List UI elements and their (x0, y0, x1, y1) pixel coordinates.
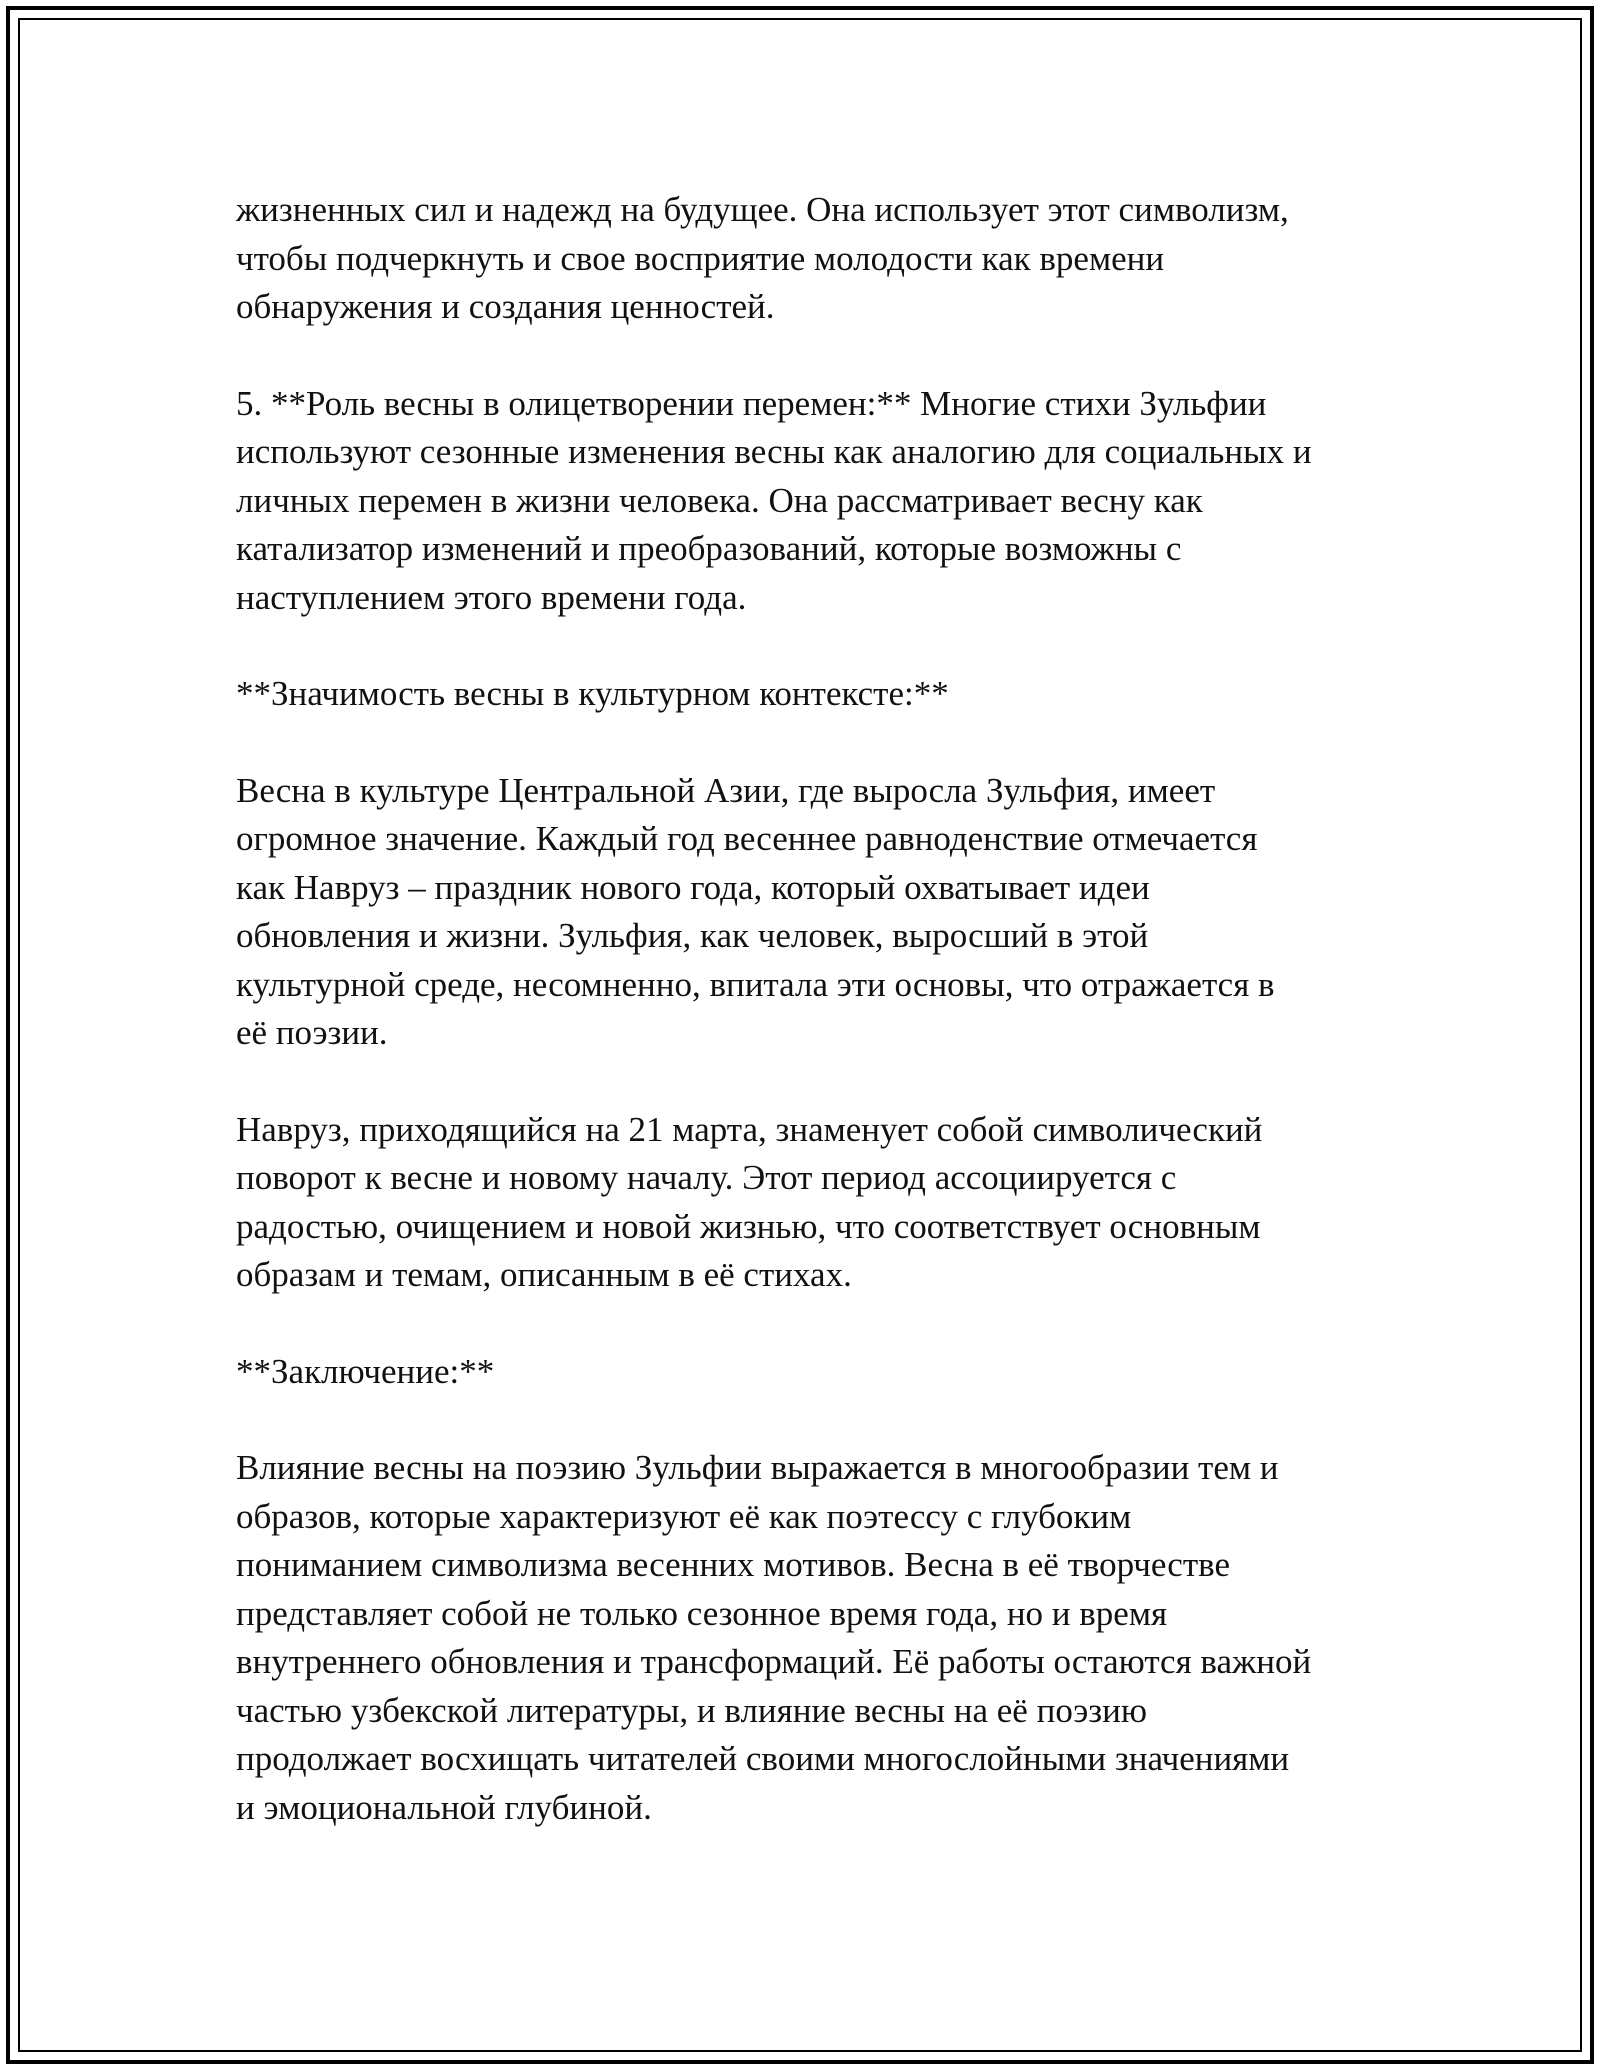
section-heading-cultural-context: **Значимость весны в культурном контексте:** (236, 674, 949, 713)
document-body (236, 186, 1386, 1880)
paragraph-role-of-spring: 5. **Роль весны в олицетворении перемен:** Многие стихи Зульфии используют сезонные изменения весны как аналогию для социальных и личных перемен в жизни человека. Она рассматривает весну как катализатор изменений и преобразований, которые возможны с наступлением этого времени года. (236, 383, 1312, 617)
paragraph-symbolism-continuation: жизненных сил и надежд на будущее. Она использует этот символизм, чтобы подчеркнуть и свое восприятие молодости как времени обнаружения и создания ценностей. (236, 190, 1289, 326)
paragraph-navruz: Навруз, приходящийся на 21 марта, знаменует собой символический поворот к весне и новому началу. Этот период ассоциируется с радостью, очищением и новой жизнью, что соответствует основным образам и темам, описанным в её стихах. (236, 1109, 1263, 1294)
section-heading-conclusion: **Заключение:** (236, 1351, 495, 1391)
paragraph-conclusion: Влияние весны на поэзию Зульфии выражается в многообразии тем и образов, которые характеризуют её как поэтессу с глубоким пониманием символизма весенних мотивов. Весна в её творчестве представляет собой не только сезонное время года, но и время внутреннего обновления и трансформаций. Её работы остаются важной частью узбекской литературы, и влияние весны на её поэзию продолжает восхищать читателей своими многослойными значениями и эмоциональной глубиной. (236, 1448, 1312, 1827)
paragraph-central-asia-culture: Весна в культуре Центральной Азии, где выросла Зульфия, имеет огромное значение. Каждый год весеннее равноденствие отмечается как Навруз – праздник нового года, который охватывает идеи обновления и жизни. Зульфия, как человек, выросший в этой культурной среде, несомненно, впитала эти основы, что отражается в eё поэзии. (236, 770, 1275, 1052)
